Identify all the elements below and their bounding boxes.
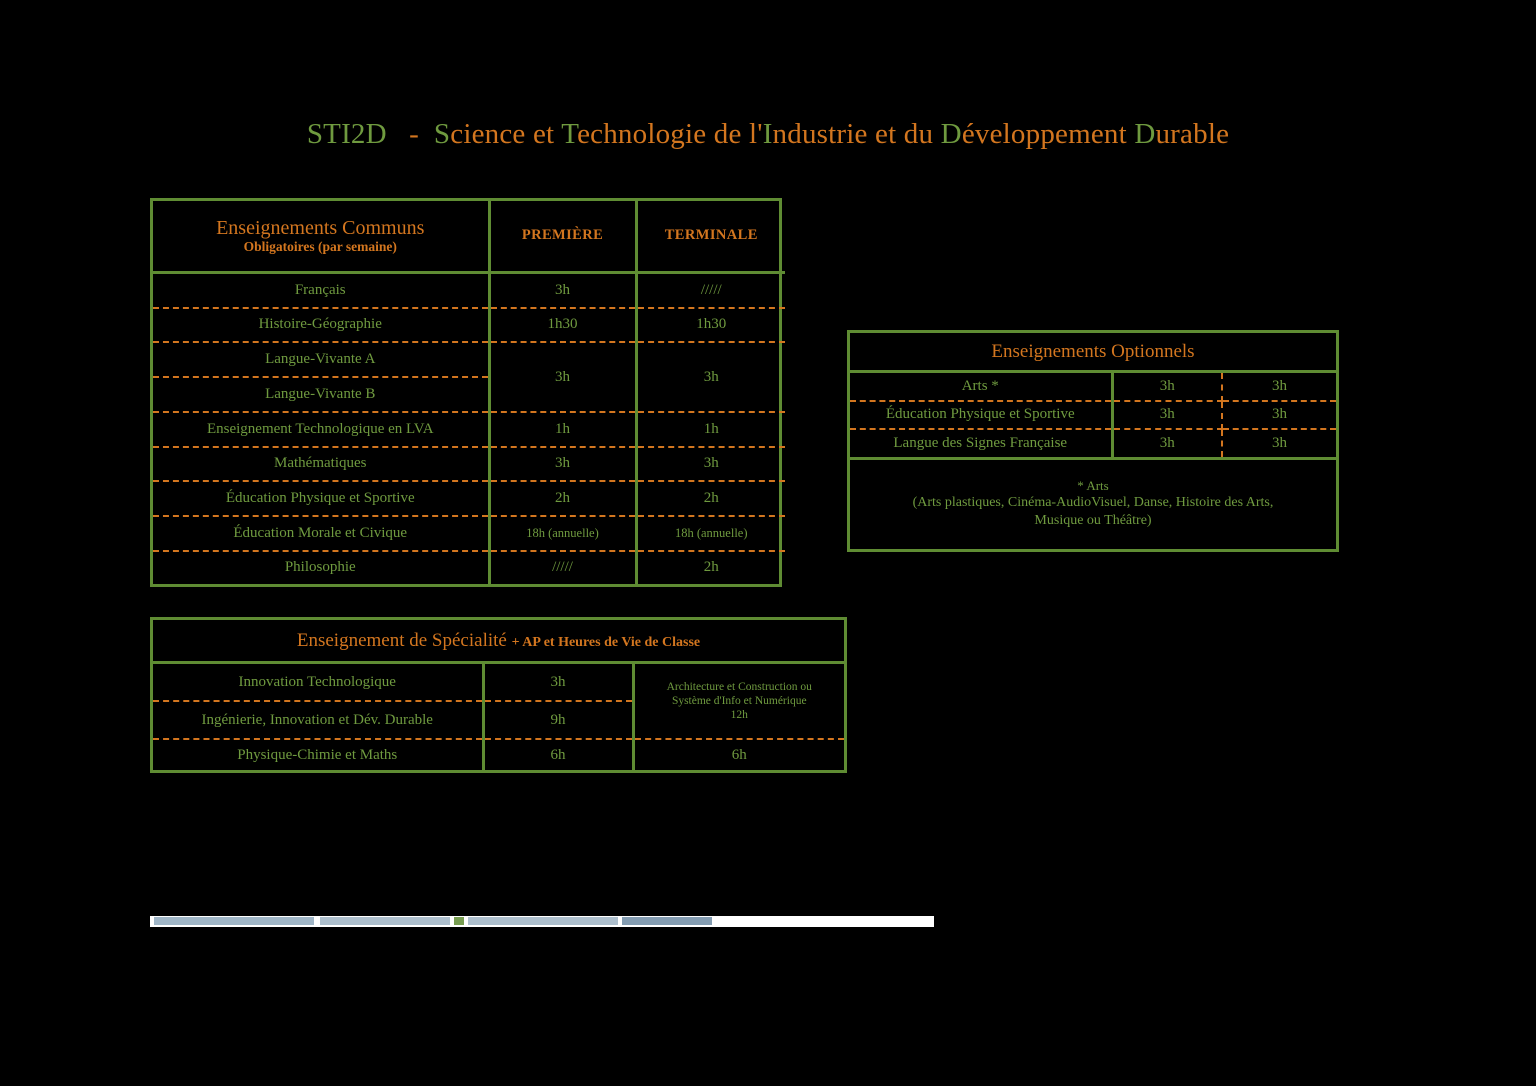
table-row-header [850, 333, 1336, 372]
table-enseignement-specialite [150, 617, 847, 773]
value-philosophie-terminale: 2h [703, 559, 719, 576]
optional-note-line1: * Arts [1077, 478, 1109, 494]
subject-ens-techno-lva: Enseignement Technologique en LVA [153, 412, 489, 447]
subject-eps: Éducation Physique et Sportive [153, 481, 489, 516]
table-row [153, 342, 785, 377]
page-title-t2: echnologie de l' [577, 118, 763, 150]
specialty-header-suffix: + AP et Heures de Vie de Classe [511, 634, 701, 650]
common-col-terminale: TERMINALE [636, 201, 785, 272]
subject-langue-vivante-b: Langue-Vivante B [153, 377, 489, 412]
optional-note-line3: Musique ou Théâtre) [1034, 512, 1152, 528]
subject-ingenierie: Ingénierie, Innovation et Dév. Durable [153, 701, 483, 739]
page-title-t5: urable [1155, 118, 1230, 150]
value-ens-techno-lva-terminale: 1h [636, 412, 785, 447]
value-mathematiques-premiere: 3h [489, 447, 636, 482]
value-optional-eps-premiere: 3h [1112, 401, 1222, 429]
subject-francais: Français [153, 272, 489, 308]
table-row [153, 663, 844, 702]
subject-innovation-technologique: Innovation Technologique [153, 663, 483, 702]
value-langues-terminale: 3h [636, 342, 785, 412]
strip-segment [454, 917, 464, 925]
table-row-header [153, 620, 844, 663]
table-row [153, 551, 785, 584]
value-lsf-terminale: 3h [1222, 429, 1336, 458]
value-lsf-premiere: 3h [1112, 429, 1222, 458]
value-ingenierie-premiere: 9h [483, 701, 633, 739]
page-title-t3: ndustrie et du [772, 118, 941, 150]
table-row [153, 739, 844, 770]
value-eps-terminale: 2h [636, 481, 785, 516]
value-physique-chimie-maths-premiere: 6h [483, 739, 633, 770]
value-optional-eps-terminale: 3h [1222, 401, 1336, 429]
optional-note [850, 458, 1336, 549]
table-row [153, 447, 785, 482]
table-enseignements-communs [150, 198, 782, 587]
subject-mathematiques: Mathématiques [153, 447, 489, 482]
table-enseignements-optionnels [847, 330, 1339, 552]
table-row [153, 412, 785, 447]
page-title-t4: éveloppement [961, 118, 1135, 150]
value-philosophie-premiere: ///// [489, 551, 636, 584]
page-title-dash: - [394, 118, 434, 150]
subject-philosophie: Philosophie [153, 551, 489, 584]
table-row [153, 308, 785, 343]
value-specialty-terminale-line1: Architecture et Construction ou [666, 680, 812, 693]
value-emc-terminale: 18h (annuelle) [636, 516, 785, 551]
value-physique-chimie-maths-terminale: 6h [731, 746, 747, 763]
bottom-decorative-strip [150, 916, 934, 927]
value-specialty-terminale-line2: Système d'Info et Numérique [671, 694, 807, 707]
subject-lsf: Langue des Signes Française [850, 429, 1112, 458]
subject-arts: Arts * [850, 372, 1112, 401]
page-title-sti2d: STI2D [306, 118, 387, 150]
value-francais-terminale: ///// [636, 272, 785, 308]
value-innovation-technologique-premiere: 3h [483, 663, 633, 702]
subject-physique-chimie-maths: Physique-Chimie et Maths [153, 739, 483, 770]
subject-histoire-geo: Histoire-Géographie [153, 308, 489, 343]
page-title [0, 118, 1536, 151]
optional-note-line2: (Arts plastiques, Cinéma-AudioVisuel, Danse, Histoire des Arts, [912, 495, 1274, 511]
value-emc-premiere: 18h (annuelle) [489, 516, 636, 551]
page-title-t1: cience et [450, 118, 562, 150]
table-row [153, 272, 785, 308]
value-specialty-terminale-merged [633, 663, 844, 740]
subject-emc: Éducation Morale et Civique [153, 516, 489, 551]
page-title-i: I [762, 118, 773, 150]
value-francais-premiere: 3h [489, 272, 636, 308]
page-title-s: S [433, 118, 451, 150]
common-header-title-text: Enseignements Communs [216, 216, 425, 239]
table-row-header [153, 201, 785, 272]
specialty-header-title: Enseignement de Spécialité [296, 629, 507, 651]
common-header-title [153, 201, 489, 272]
optional-header-title: Enseignements Optionnels [850, 333, 1336, 372]
value-histoire-geo-terminale: 1h30 [636, 308, 785, 343]
specialty-header [153, 620, 844, 663]
value-arts-terminale: 3h [1222, 372, 1336, 401]
subject-langue-vivante-a: Langue-Vivante A [153, 342, 489, 377]
value-mathematiques-terminale: 3h [636, 447, 785, 482]
strip-segment [320, 917, 450, 925]
page-title-t: T [561, 118, 578, 150]
table-row [850, 401, 1336, 429]
value-histoire-geo-premiere: 1h30 [489, 308, 636, 343]
page-title-d2: D [1134, 118, 1156, 150]
strip-segment [154, 917, 314, 925]
table-row [153, 516, 785, 551]
value-langues-premiere: 3h [489, 342, 636, 412]
common-header-subtitle: Obligatoires (par semaine) [243, 238, 397, 254]
page-title-d1: D [940, 118, 962, 150]
strip-segment [622, 917, 712, 925]
value-eps-premiere: 2h [489, 481, 636, 516]
table-row [850, 429, 1336, 458]
table-row [153, 481, 785, 516]
value-arts-premiere: 3h [1112, 372, 1222, 401]
strip-segment [468, 917, 618, 925]
table-row-note [850, 458, 1336, 549]
value-ens-techno-lva-premiere: 1h [489, 412, 636, 447]
value-specialty-terminale-line3: 12h [730, 709, 748, 722]
table-row [850, 372, 1336, 401]
subject-optional-eps: Éducation Physique et Sportive [850, 401, 1112, 429]
common-col-premiere: PREMIÈRE [489, 201, 636, 272]
